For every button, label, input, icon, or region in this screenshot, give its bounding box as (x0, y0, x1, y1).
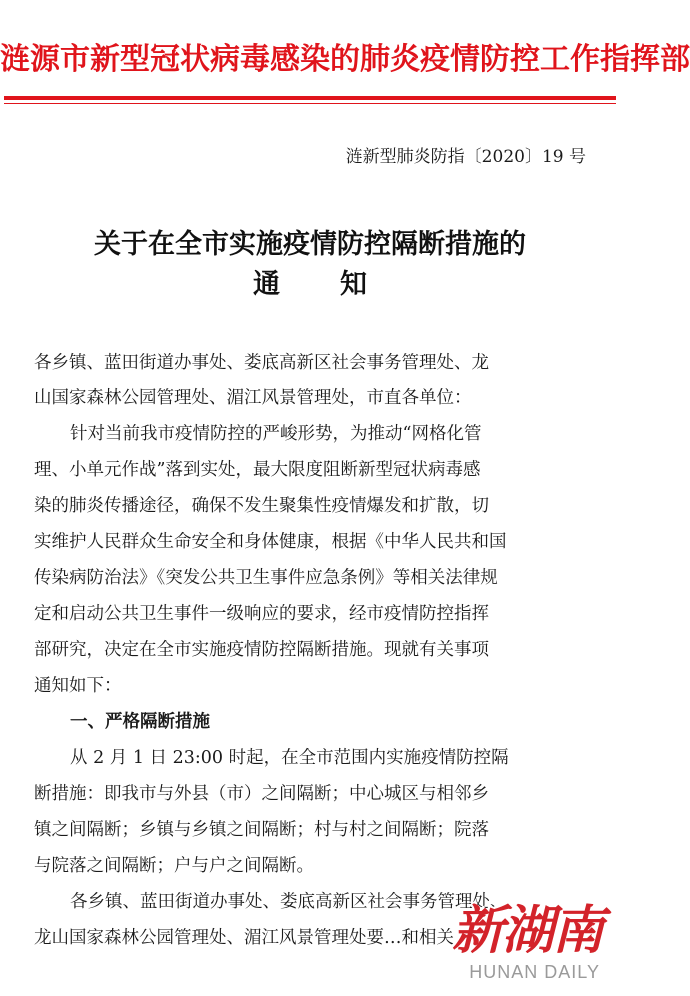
document-title-line1: 关于在全市实施疫情防控隔断措施的 (94, 229, 526, 260)
org-title: 涟源市新型冠状病毒感染的肺炎疫情防控工作指挥部 (0, 42, 690, 77)
body-line: 染的肺炎传播途径，确保不发生聚集性疫情爆发和扩散，切 (34, 496, 489, 516)
body-line: 龙山国家森林公园管理处、湄江风景管理处要…和相关 (34, 928, 454, 948)
body-line: 从 2 月 1 日 23:00 时起，在全市范围内实施疫情防控隔 (70, 748, 509, 768)
title-char-2: 知 (340, 269, 367, 300)
body-line: 传染病防治法》《突发公共卫生事件应急条例》等相关法律规 (34, 568, 498, 588)
body-line: 与院落之间隔断；户与户之间隔断。 (34, 856, 314, 876)
body-line: 山国家森林公园管理处、湄江风景管理处，市直各单位： (34, 388, 472, 408)
section-heading: 一、严格隔断措施 (70, 712, 210, 732)
watermark-logo: 新湖南 (451, 900, 602, 961)
body-line: 断措施：即我市与外县（市）之间隔断；中心城区与相邻乡 (34, 784, 489, 804)
body-line: 各乡镇、蓝田街道办事处、娄底高新区社会事务管理处、 (70, 892, 508, 912)
watermark-english: HUNAN DAILY (469, 962, 600, 982)
body-line: 镇之间隔断；乡镇与乡镇之间隔断；村与村之间隔断；院落 (34, 820, 489, 840)
body-line: 通知如下： (34, 676, 122, 696)
body-line: 定和启动公共卫生事件一级响应的要求，经市疫情防控指挥 (34, 604, 489, 624)
document-number: 涟新型肺炎防指〔2020〕19 号 (345, 147, 586, 167)
body-line: 部研究，决定在全市实施疫情防控隔断措施。现就有关事项 (34, 640, 489, 660)
title-char-1: 通 (253, 269, 280, 300)
body-line: 理、小单元作战”落到实处，最大限度阻断新型冠状病毒感 (34, 460, 481, 480)
document-title-line2 (0, 262, 620, 301)
header-rule-thin (4, 103, 616, 104)
body-line: 针对当前我市疫情防控的严峻形势，为推动“网格化管 (70, 424, 482, 444)
body-line: 实维护人民群众生命安全和身体健康，根据《中华人民共和国 (34, 532, 507, 552)
body-line: 各乡镇、蓝田街道办事处、娄底高新区社会事务管理处、龙 (34, 353, 489, 373)
header-rule-thick (4, 96, 616, 100)
